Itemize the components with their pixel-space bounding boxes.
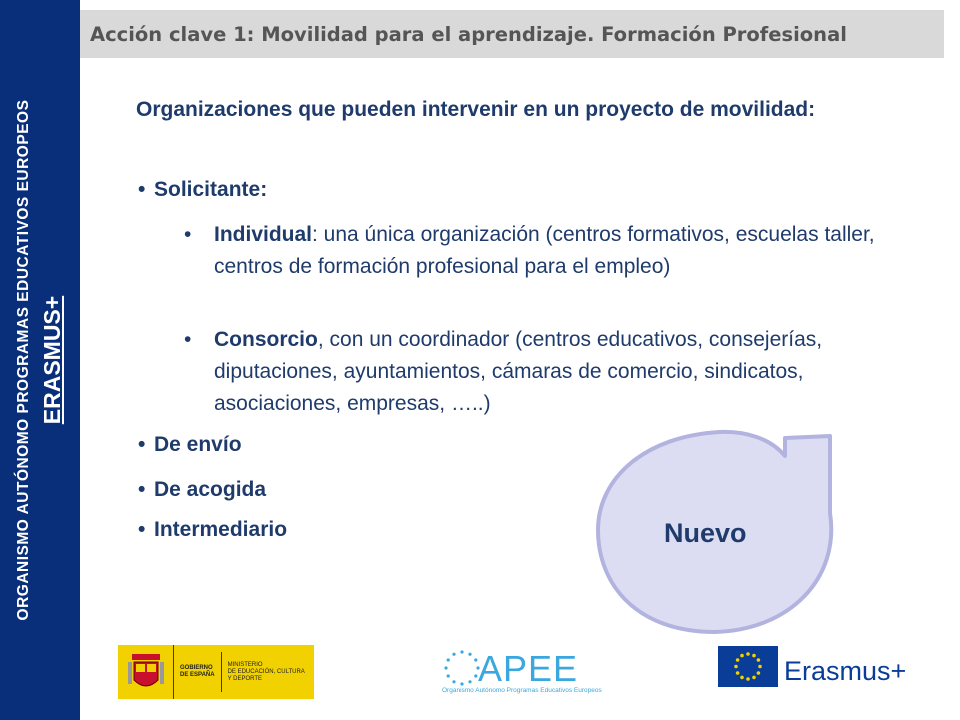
bullet-label: Intermediario	[154, 518, 288, 541]
page-title: Acción clave 1: Movilidad para el aprendizaje. Formación Profesional	[90, 22, 847, 46]
eu-flag-icon	[718, 646, 778, 687]
sub-item-body	[214, 324, 884, 420]
intro-text: Organizaciones que pueden intervenir en un proyecto de movilidad:	[136, 98, 816, 121]
header-bar	[80, 10, 944, 58]
apee-wordmark: APEE	[478, 648, 579, 689]
sidebar	[0, 0, 80, 720]
sub-item-strong: Individual	[214, 223, 313, 246]
coat-of-arms-icon	[118, 645, 174, 699]
gobierno-text	[174, 652, 222, 692]
bullet-marker: •	[138, 478, 146, 501]
bullet-de-acogida	[138, 478, 266, 502]
bullet-label: De acogida	[154, 478, 267, 501]
bullet-de-envio	[138, 433, 242, 457]
sub-item-body	[214, 219, 884, 283]
bullet-marker: •	[138, 178, 146, 201]
sub-item-consorcio	[184, 324, 884, 420]
bullet-solicitante	[138, 178, 267, 202]
ministry-line3: Y DEPORTE	[227, 675, 263, 682]
sidebar-text	[0, 0, 80, 720]
sub-item-strong: Consorcio	[214, 328, 318, 351]
sidebar-program-name: ERASMUS+	[38, 295, 65, 425]
sub-item-individual	[184, 219, 884, 283]
sub-bullet-marker: •	[184, 223, 192, 246]
bullet-intermediario	[138, 518, 287, 542]
bullet-marker: •	[138, 518, 146, 541]
apee-logo	[440, 646, 610, 698]
ministry-text	[222, 662, 311, 683]
sub-bullet-marker: •	[184, 328, 192, 351]
bullet-label: Solicitante:	[154, 178, 268, 201]
gobierno-line1: GOBIERNO	[180, 665, 213, 671]
ministry-line1: MINISTERIO	[227, 661, 263, 668]
ministry-line2: DE EDUCACIÓN, CULTURA	[227, 668, 305, 675]
apee-subtitle: Organismo Autónomo Programas Educativos Europeos	[442, 687, 602, 694]
erasmus-wordmark: Erasmus+	[784, 656, 907, 686]
sidebar-organization-name: ORGANISMO AUTÓNOMO PROGRAMAS EDUCATIVOS EUROPEOS	[14, 99, 32, 621]
sub-item-text: , con un coordinador (centros educativos, consejerías, diputaciones, ayuntamientos, cámaras de comercio, sindicatos, asociaciones, empresas, …..)	[214, 328, 823, 415]
callout-label: Nuevo	[664, 518, 747, 548]
sub-item-text: : una única organización (centros formativos, escuelas taller, centros de formación profesional para el empleo)	[214, 223, 875, 278]
star-ring-icon	[442, 648, 482, 688]
bullet-marker: •	[138, 433, 146, 456]
bullet-label: De envío	[154, 433, 242, 456]
gobierno-line2: DE ESPAÑA	[180, 672, 215, 678]
gobierno-logo	[118, 645, 314, 699]
